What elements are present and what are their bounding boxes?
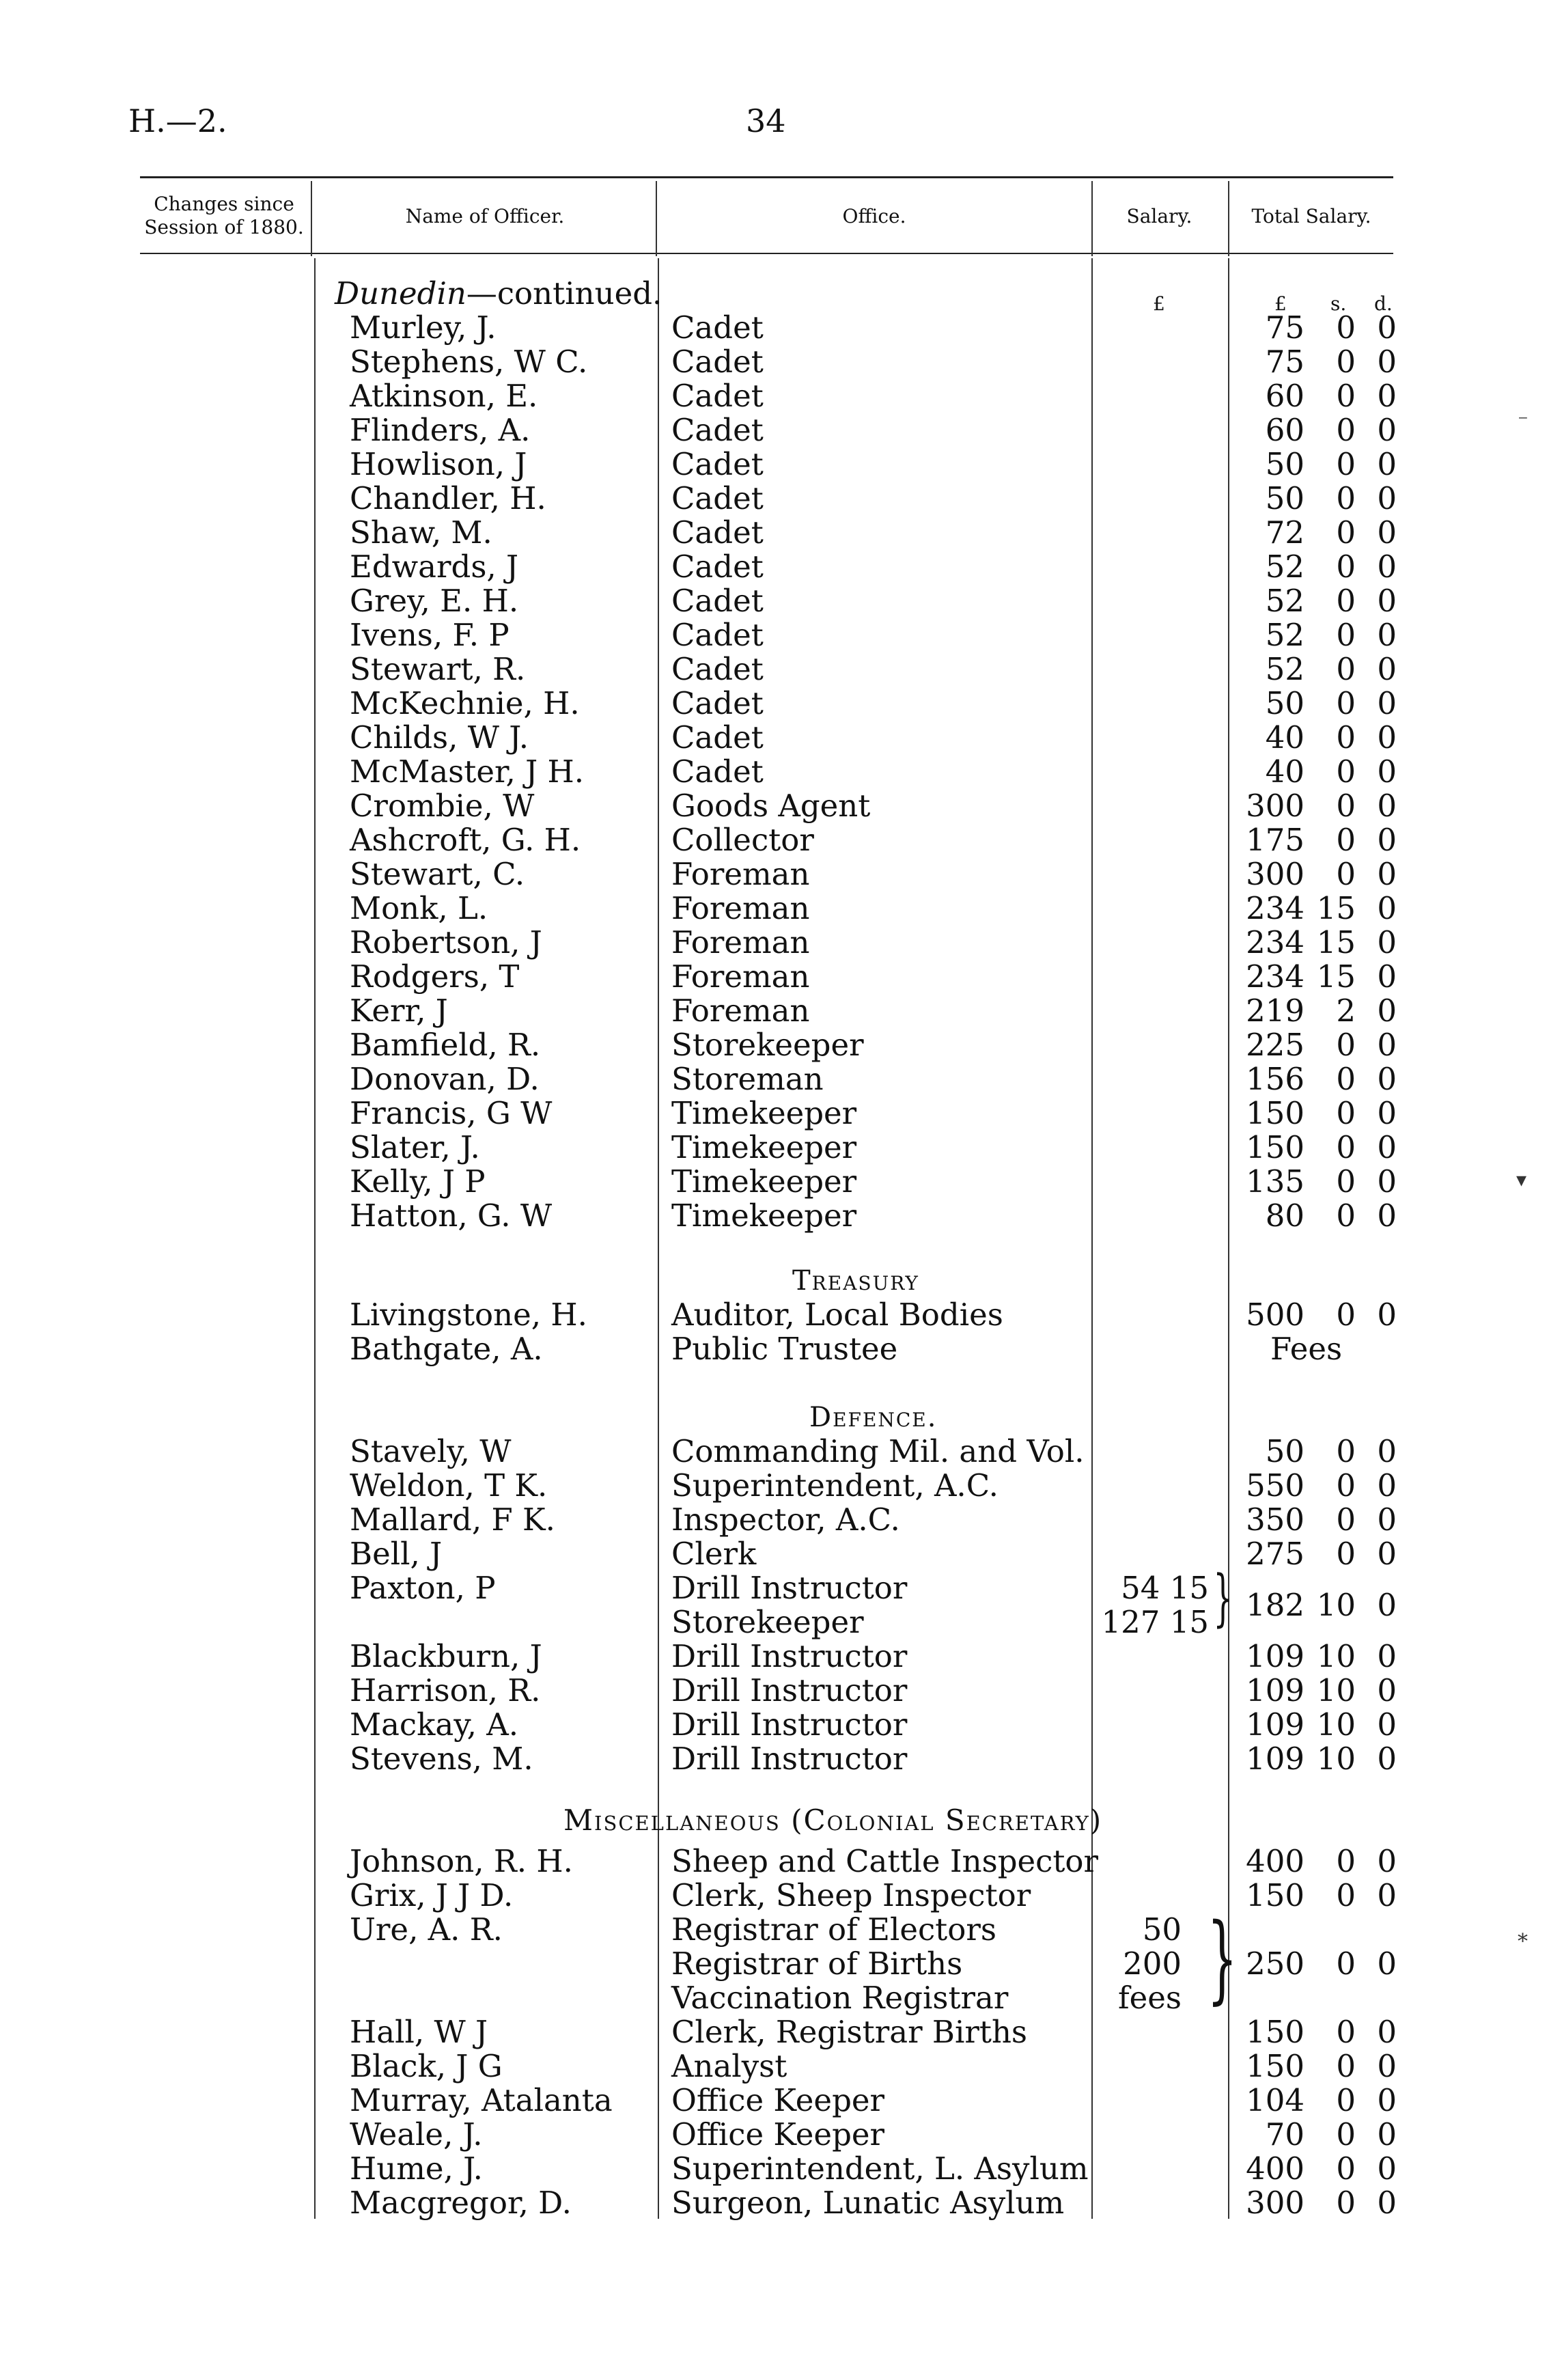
total-pounds: 156: [1246, 1061, 1304, 1097]
total-pence: 0: [1377, 753, 1397, 790]
total-pence: 0: [1377, 1198, 1397, 1234]
col-header-changes: Changes since Session of 1880.: [144, 193, 304, 238]
total-shillings: 0: [1336, 1061, 1356, 1097]
total-shillings: 0: [1336, 412, 1356, 448]
officer-name: Hall, W J: [350, 2014, 488, 2050]
total-pence: 0: [1377, 1672, 1397, 1708]
officer-name: Kelly, J P: [350, 1163, 486, 1200]
officer-name: Livingstone, H.: [350, 1297, 587, 1333]
officer-name: Shaw, M.: [350, 514, 492, 551]
total-pounds: 72: [1265, 514, 1304, 551]
total-pounds: 135: [1246, 1163, 1304, 1200]
total-pence: 0: [1377, 514, 1397, 551]
total-pence: 0: [1377, 856, 1397, 892]
officer-office: Timekeeper: [671, 1163, 857, 1200]
total-shillings: 0: [1336, 344, 1356, 380]
section-defence-title: Defence.: [809, 1402, 938, 1433]
total-pounds: 52: [1265, 549, 1304, 585]
total-shillings: 0: [1336, 1027, 1356, 1063]
ure-brace: }: [1207, 1903, 1238, 2015]
total-pence: 0: [1377, 309, 1397, 346]
col-divider: [1228, 181, 1229, 256]
officer-name: Bamfield, R.: [350, 1027, 541, 1063]
officer-office: Foreman: [671, 958, 810, 995]
officer-name: Flinders, A.: [350, 412, 531, 448]
total-pounds: 550: [1246, 1467, 1304, 1504]
total-pence: 0: [1377, 1706, 1397, 1743]
total-pounds: 234: [1246, 924, 1304, 960]
paxton-salary-1: 54 15: [1121, 1570, 1209, 1606]
officer-office: Superintendent, A.C.: [671, 1467, 999, 1504]
total-pounds: 500: [1246, 1297, 1304, 1333]
officer-name: Stewart, C.: [350, 856, 525, 892]
officer-name: Mallard, F K.: [350, 1502, 555, 1538]
total-pounds: 80: [1265, 1198, 1304, 1234]
col-divider: [314, 258, 316, 2219]
officer-name: Hume, J.: [350, 2150, 483, 2187]
total-pounds: 60: [1265, 412, 1304, 448]
officer-name: McKechnie, H.: [350, 685, 580, 721]
officer-name: Kerr, J: [350, 993, 448, 1029]
paxton-total-pounds: 182: [1246, 1587, 1304, 1623]
total-pence: 0: [1377, 480, 1397, 516]
officer-name: Bathgate, A.: [350, 1331, 543, 1367]
total-shillings: 0: [1336, 1095, 1356, 1131]
total-shillings: 0: [1336, 2082, 1356, 2118]
total-pounds: 50: [1265, 1433, 1304, 1469]
total-shillings: 0: [1336, 1843, 1356, 1879]
total-unit-pence: d.: [1374, 292, 1393, 315]
officer-name: Edwards, J: [350, 549, 519, 585]
officer-name: Weale, J.: [350, 2116, 483, 2153]
ure-salary-1: 50: [1142, 1911, 1182, 1948]
total-shillings: 0: [1336, 480, 1356, 516]
salary-unit-pound: £: [1153, 292, 1165, 315]
officer-name: Donovan, D.: [350, 1061, 540, 1097]
officer-office: Timekeeper: [671, 1095, 857, 1131]
total-pounds: 275: [1246, 1536, 1304, 1572]
total-fees: Fees: [1270, 1331, 1343, 1367]
officer-office: Storeman: [671, 1061, 824, 1097]
section-misc-title: Miscellaneous (Colonial Secretary): [563, 1803, 1103, 1837]
paxton-office-2: Storekeeper: [671, 1604, 864, 1640]
officer-office: Surgeon, Lunatic Asylum: [671, 2185, 1065, 2221]
total-pounds: 150: [1246, 1877, 1304, 1913]
officer-office: Analyst: [671, 2048, 787, 2084]
total-shillings: 0: [1336, 685, 1356, 721]
ure-office-2: Registrar of Births: [671, 1946, 963, 1982]
total-pounds: 52: [1265, 617, 1304, 653]
total-pounds: 52: [1265, 583, 1304, 619]
total-shillings: 0: [1336, 2150, 1356, 2187]
officer-office: Sheep and Cattle Inspector: [671, 1843, 1099, 1879]
total-pence: 0: [1377, 1536, 1397, 1572]
officer-name: Stewart, R.: [350, 651, 526, 687]
total-pence: 0: [1377, 1163, 1397, 1200]
officer-office: Foreman: [671, 890, 810, 926]
ure-salary-3: fees: [1117, 1980, 1182, 2016]
total-shillings: 15: [1316, 958, 1356, 995]
officer-name: Ivens, F. P: [350, 617, 510, 653]
total-pence: 0: [1377, 1741, 1397, 1777]
officer-office: Cadet: [671, 719, 764, 756]
officer-office: Cadet: [671, 309, 764, 346]
total-unit-shillings: s.: [1330, 292, 1347, 315]
total-unit-pound: £: [1274, 292, 1287, 315]
officer-office: Drill Instructor: [671, 1741, 908, 1777]
total-shillings: 0: [1336, 753, 1356, 790]
total-shillings: 0: [1336, 1467, 1356, 1504]
total-pounds: 60: [1265, 378, 1304, 414]
officer-name: Grix, J J D.: [350, 1877, 514, 1913]
officer-office: Cadet: [671, 378, 764, 414]
col-divider: [1091, 181, 1093, 256]
officer-name: Monk, L.: [350, 890, 488, 926]
officer-office: Office Keeper: [671, 2082, 885, 2118]
total-pounds: 104: [1246, 2082, 1304, 2118]
header-rule: [140, 253, 1393, 254]
officer-office: Cadet: [671, 651, 764, 687]
officer-name: Howlison, J: [350, 446, 527, 482]
total-pence: 0: [1377, 1297, 1397, 1333]
officer-office: Foreman: [671, 924, 810, 960]
officer-name: McMaster, J H.: [350, 753, 585, 790]
total-pence: 0: [1377, 993, 1397, 1029]
total-shillings: 10: [1316, 1741, 1356, 1777]
total-shillings: 15: [1316, 890, 1356, 926]
margin-mark: ⁻: [1518, 410, 1529, 434]
total-pence: 0: [1377, 2082, 1397, 2118]
paxton-office-1: Drill Instructor: [671, 1570, 908, 1606]
total-pence: 0: [1377, 822, 1397, 858]
officer-name: Ashcroft, G. H.: [350, 822, 581, 858]
officer-name: Grey, E. H.: [350, 583, 519, 619]
total-shillings: 0: [1336, 2014, 1356, 2050]
total-pence: 0: [1377, 446, 1397, 482]
officer-name: Slater, J.: [350, 1129, 480, 1165]
total-pounds: 40: [1265, 719, 1304, 756]
section-dunedin-title: Dunedin—continued.: [335, 275, 662, 312]
total-pence: 0: [1377, 924, 1397, 960]
total-pounds: 400: [1246, 1843, 1304, 1879]
col-divider: [656, 181, 657, 256]
total-pounds: 50: [1265, 446, 1304, 482]
total-pounds: 150: [1246, 2014, 1304, 2050]
top-rule: [140, 176, 1393, 178]
officer-office: Timekeeper: [671, 1129, 857, 1165]
officer-name: Murley, J.: [350, 309, 497, 346]
officer-office: Cadet: [671, 583, 764, 619]
total-pence: 0: [1377, 617, 1397, 653]
total-pence: 0: [1377, 1467, 1397, 1504]
total-shillings: 0: [1336, 446, 1356, 482]
officer-office: Cadet: [671, 446, 764, 482]
total-pence: 0: [1377, 378, 1397, 414]
total-pence: 0: [1377, 651, 1397, 687]
total-pounds: 109: [1246, 1672, 1304, 1708]
total-shillings: 0: [1336, 2185, 1356, 2221]
officer-name: Macgregor, D.: [350, 2185, 572, 2221]
total-pence: 0: [1377, 583, 1397, 619]
officer-office: Cadet: [671, 685, 764, 721]
officer-office: Drill Instructor: [671, 1672, 908, 1708]
total-pence: 0: [1377, 719, 1397, 756]
total-pounds: 225: [1246, 1027, 1304, 1063]
total-shillings: 0: [1336, 309, 1356, 346]
total-pounds: 350: [1246, 1502, 1304, 1538]
total-shillings: 0: [1336, 651, 1356, 687]
total-pence: 0: [1377, 1095, 1397, 1131]
officer-office: Auditor, Local Bodies: [671, 1297, 1003, 1333]
total-shillings: 0: [1336, 583, 1356, 619]
officer-name: Harrison, R.: [350, 1672, 541, 1708]
officer-office: Storekeeper: [671, 1027, 864, 1063]
total-shillings: 0: [1336, 1502, 1356, 1538]
total-shillings: 0: [1336, 1433, 1356, 1469]
ure-name: Ure, A. R.: [350, 1911, 503, 1948]
officer-office: Superintendent, L. Asylum: [671, 2150, 1089, 2187]
total-pounds: 109: [1246, 1741, 1304, 1777]
total-shillings: 0: [1336, 514, 1356, 551]
officer-office: Cadet: [671, 480, 764, 516]
total-pounds: 75: [1265, 309, 1304, 346]
section-treasury-title: Treasury: [792, 1265, 919, 1297]
total-shillings: 0: [1336, 1297, 1356, 1333]
total-pounds: 300: [1246, 2185, 1304, 2221]
officer-name: Atkinson, E.: [350, 378, 538, 414]
col-header-office: Office.: [842, 205, 906, 227]
officer-office: Clerk, Sheep Inspector: [671, 1877, 1031, 1913]
total-shillings: 0: [1336, 1129, 1356, 1165]
total-pounds: 50: [1265, 685, 1304, 721]
total-shillings: 0: [1336, 719, 1356, 756]
officer-office: Cadet: [671, 549, 764, 585]
total-shillings: 0: [1336, 2048, 1356, 2084]
officer-office: Cadet: [671, 344, 764, 380]
total-shillings: 0: [1336, 617, 1356, 653]
officer-office: Cadet: [671, 753, 764, 790]
officer-name: Mackay, A.: [350, 1706, 519, 1743]
officer-office: Clerk: [671, 1536, 757, 1572]
officer-name: Hatton, G. W: [350, 1198, 553, 1234]
total-pounds: 75: [1265, 344, 1304, 380]
officer-name: Blackburn, J: [350, 1638, 542, 1674]
paxton-total-pence: 0: [1377, 1587, 1397, 1623]
total-pence: 0: [1377, 549, 1397, 585]
total-pence: 0: [1377, 1502, 1397, 1538]
total-pounds: 234: [1246, 890, 1304, 926]
total-pounds: 70: [1265, 2116, 1304, 2153]
total-pence: 0: [1377, 1638, 1397, 1674]
col-header-name: Name of Officer.: [405, 205, 565, 227]
total-pence: 0: [1377, 344, 1397, 380]
total-pounds: 52: [1265, 651, 1304, 687]
officer-name: Bell, J: [350, 1536, 443, 1572]
total-pounds: 300: [1246, 856, 1304, 892]
total-pence: 0: [1377, 2185, 1397, 2221]
officer-office: Drill Instructor: [671, 1706, 908, 1743]
total-pounds: 50: [1265, 480, 1304, 516]
ure-office-1: Registrar of Electors: [671, 1911, 996, 1948]
total-pounds: 234: [1246, 958, 1304, 995]
margin-mark: ▾: [1516, 1168, 1527, 1192]
officer-office: Foreman: [671, 856, 810, 892]
officer-office: Clerk, Registrar Births: [671, 2014, 1028, 2050]
officer-office: Inspector, A.C.: [671, 1502, 900, 1538]
total-shillings: 0: [1336, 822, 1356, 858]
total-shillings: 0: [1336, 856, 1356, 892]
col-divider: [311, 181, 312, 256]
officer-name: Johnson, R. H.: [350, 1843, 573, 1879]
margin-mark: ⁎: [1518, 1923, 1528, 1947]
officer-name: Stephens, W C.: [350, 344, 588, 380]
ure-total-shillings: 0: [1336, 1946, 1356, 1982]
officer-name: Francis, G W: [350, 1095, 553, 1131]
total-pence: 0: [1377, 1061, 1397, 1097]
total-pounds: 150: [1246, 1095, 1304, 1131]
officer-name: Murray, Atalanta: [350, 2082, 613, 2118]
total-pence: 0: [1377, 685, 1397, 721]
paxton-salary-2: 127 15: [1101, 1604, 1209, 1640]
officer-office: Cadet: [671, 412, 764, 448]
paxton-name: Paxton, P: [350, 1570, 496, 1606]
total-pounds: 109: [1246, 1638, 1304, 1674]
total-pence: 0: [1377, 2014, 1397, 2050]
total-pounds: 175: [1246, 822, 1304, 858]
total-shillings: 0: [1336, 1163, 1356, 1200]
total-pence: 0: [1377, 958, 1397, 995]
total-pence: 0: [1377, 1129, 1397, 1165]
officer-office: Collector: [671, 822, 814, 858]
officer-name: Stavely, W: [350, 1433, 512, 1469]
total-pence: 0: [1377, 890, 1397, 926]
total-shillings: 0: [1336, 378, 1356, 414]
officer-office: Office Keeper: [671, 2116, 885, 2153]
total-shillings: 2: [1336, 993, 1356, 1029]
total-shillings: 0: [1336, 1198, 1356, 1234]
officer-office: Drill Instructor: [671, 1638, 908, 1674]
officer-name: Robertson, J: [350, 924, 542, 960]
officer-office: Foreman: [671, 993, 810, 1029]
total-pence: 0: [1377, 1877, 1397, 1913]
col-divider: [658, 258, 659, 2219]
total-shillings: 10: [1316, 1706, 1356, 1743]
ure-office-3: Vaccination Registrar: [671, 1980, 1009, 2016]
total-pence: 0: [1377, 2116, 1397, 2153]
total-shillings: 0: [1336, 1877, 1356, 1913]
total-pence: 0: [1377, 1027, 1397, 1063]
total-pence: 0: [1377, 788, 1397, 824]
total-pence: 0: [1377, 412, 1397, 448]
total-shillings: 15: [1316, 924, 1356, 960]
document-code: H.—2.: [128, 102, 227, 139]
officer-name: Crombie, W: [350, 788, 535, 824]
officer-office: Cadet: [671, 617, 764, 653]
officer-office: Cadet: [671, 514, 764, 551]
total-shillings: 10: [1316, 1672, 1356, 1708]
officer-name: Chandler, H.: [350, 480, 546, 516]
paxton-total-shillings: 10: [1316, 1587, 1356, 1623]
total-pounds: 150: [1246, 1129, 1304, 1165]
total-shillings: 0: [1336, 2116, 1356, 2153]
officer-name: Black, J G: [350, 2048, 503, 2084]
total-pence: 0: [1377, 1843, 1397, 1879]
total-shillings: 0: [1336, 1536, 1356, 1572]
total-pence: 0: [1377, 2150, 1397, 2187]
total-pounds: 300: [1246, 788, 1304, 824]
total-pounds: 150: [1246, 2048, 1304, 2084]
total-pounds: 219: [1246, 993, 1304, 1029]
paxton-brace: }: [1213, 1562, 1233, 1634]
officer-name: Stevens, M.: [350, 1741, 533, 1777]
total-pounds: 40: [1265, 753, 1304, 790]
total-pounds: 109: [1246, 1706, 1304, 1743]
officer-name: Rodgers, T: [350, 958, 520, 995]
total-shillings: 10: [1316, 1638, 1356, 1674]
ure-total-pence: 0: [1377, 1946, 1397, 1982]
total-pence: 0: [1377, 1433, 1397, 1469]
total-pence: 0: [1377, 2048, 1397, 2084]
officer-office: Goods Agent: [671, 788, 871, 824]
officer-name: Weldon, T K.: [350, 1467, 548, 1504]
officer-office: Commanding Mil. and Vol.: [671, 1433, 1085, 1469]
col-header-total: Total Salary.: [1251, 205, 1371, 227]
ure-salary-2: 200: [1123, 1946, 1182, 1982]
col-header-salary: Salary.: [1126, 205, 1192, 227]
officer-office: Public Trustee: [671, 1331, 898, 1367]
ure-total-pounds: 250: [1246, 1946, 1304, 1982]
total-shillings: 0: [1336, 549, 1356, 585]
total-shillings: 0: [1336, 788, 1356, 824]
officer-office: Timekeeper: [671, 1198, 857, 1234]
page-number: 34: [746, 102, 786, 139]
total-pounds: 400: [1246, 2150, 1304, 2187]
officer-name: Childs, W J.: [350, 719, 529, 756]
